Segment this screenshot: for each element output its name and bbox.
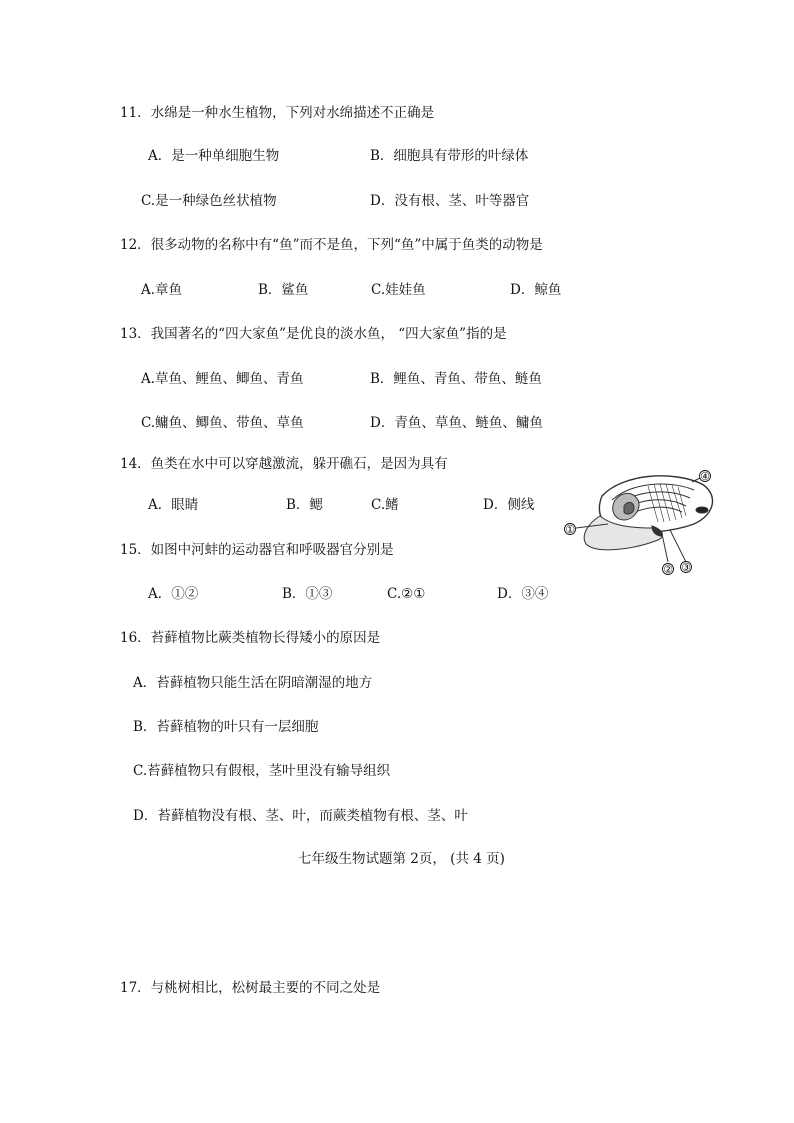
question-11-option-c: C.是一种绿色丝状植物 <box>141 193 277 209</box>
question-14-option-c: C.鳍 <box>371 497 399 513</box>
question-13-stem: 13．我国著名的“四大家鱼”是优良的淡水鱼， “四大家鱼”指的是 <box>120 326 507 342</box>
label-1: ① <box>565 523 575 536</box>
question-13-option-c: C.鳙鱼、鲫鱼、带鱼、草鱼 <box>141 415 304 431</box>
page-footer: 七年级生物试题第 2页， (共 4 页) <box>298 851 505 867</box>
question-14-stem: 14．鱼类在水中可以穿越激流，躲开礁石，是因为具有 <box>120 456 448 472</box>
question-11-option-a: A．是一种单细胞生物 <box>148 148 280 164</box>
question-15-option-b: B．①③ <box>282 586 333 602</box>
question-15-option-d: D．③④ <box>497 586 549 602</box>
label-2: ② <box>663 563 673 576</box>
question-16-option-a: A．苔藓植物只能生活在阴暗潮湿的地方 <box>133 675 373 691</box>
question-12-option-a: A.章鱼 <box>141 282 183 298</box>
question-13-option-b: B．鲤鱼、青鱼、带鱼、鲢鱼 <box>370 371 542 387</box>
question-11-option-d: D．没有根、茎、叶等器官 <box>370 193 530 209</box>
question-11-option-b: B．细胞具有带形的叶绿体 <box>370 148 529 164</box>
question-14-option-b: B．鳃 <box>286 497 323 513</box>
question-15-option-c: C.②① <box>387 586 426 602</box>
question-12-stem: 12．很多动物的名称中有“鱼”而不是鱼，下列“鱼”中属于鱼类的动物是 <box>120 237 543 253</box>
question-16-option-b: B．苔藓植物的叶只有一层细胞 <box>133 719 319 735</box>
question-13-option-d: D．青鱼、草鱼、鲢鱼、鳙鱼 <box>370 415 543 431</box>
question-11-stem: 11．水绵是一种水生植物，下列对水绵描述不正确是 <box>120 105 435 121</box>
question-14-option-a: A．眼睛 <box>148 497 199 513</box>
question-14-option-d: D．侧线 <box>483 497 535 513</box>
river-mussel-diagram <box>562 466 724 576</box>
question-12-option-b: B．鲨鱼 <box>258 282 309 298</box>
question-12-option-c: C.娃娃鱼 <box>371 282 426 298</box>
question-12-option-d: D．鲸鱼 <box>510 282 562 298</box>
question-16-stem: 16．苔藓植物比蕨类植物长得矮小的原因是 <box>120 630 381 646</box>
question-13-option-a: A.草鱼、鲤鱼、鲫鱼、青鱼 <box>141 371 304 387</box>
label-3: ③ <box>681 561 691 574</box>
question-15-option-a: A．①② <box>148 586 199 602</box>
question-16-option-c: C.苔藓植物只有假根，茎叶里没有输导组织 <box>133 763 391 779</box>
question-16-option-d: D．苔藓植物没有根、茎、叶，而蕨类植物有根、茎、叶 <box>133 808 468 824</box>
label-4: ④ <box>700 470 710 483</box>
question-15-stem: 15．如图中河蚌的运动器官和呼吸器官分别是 <box>120 542 394 558</box>
question-17-stem: 17．与桃树相比，松树最主要的不同之处是 <box>120 980 381 996</box>
